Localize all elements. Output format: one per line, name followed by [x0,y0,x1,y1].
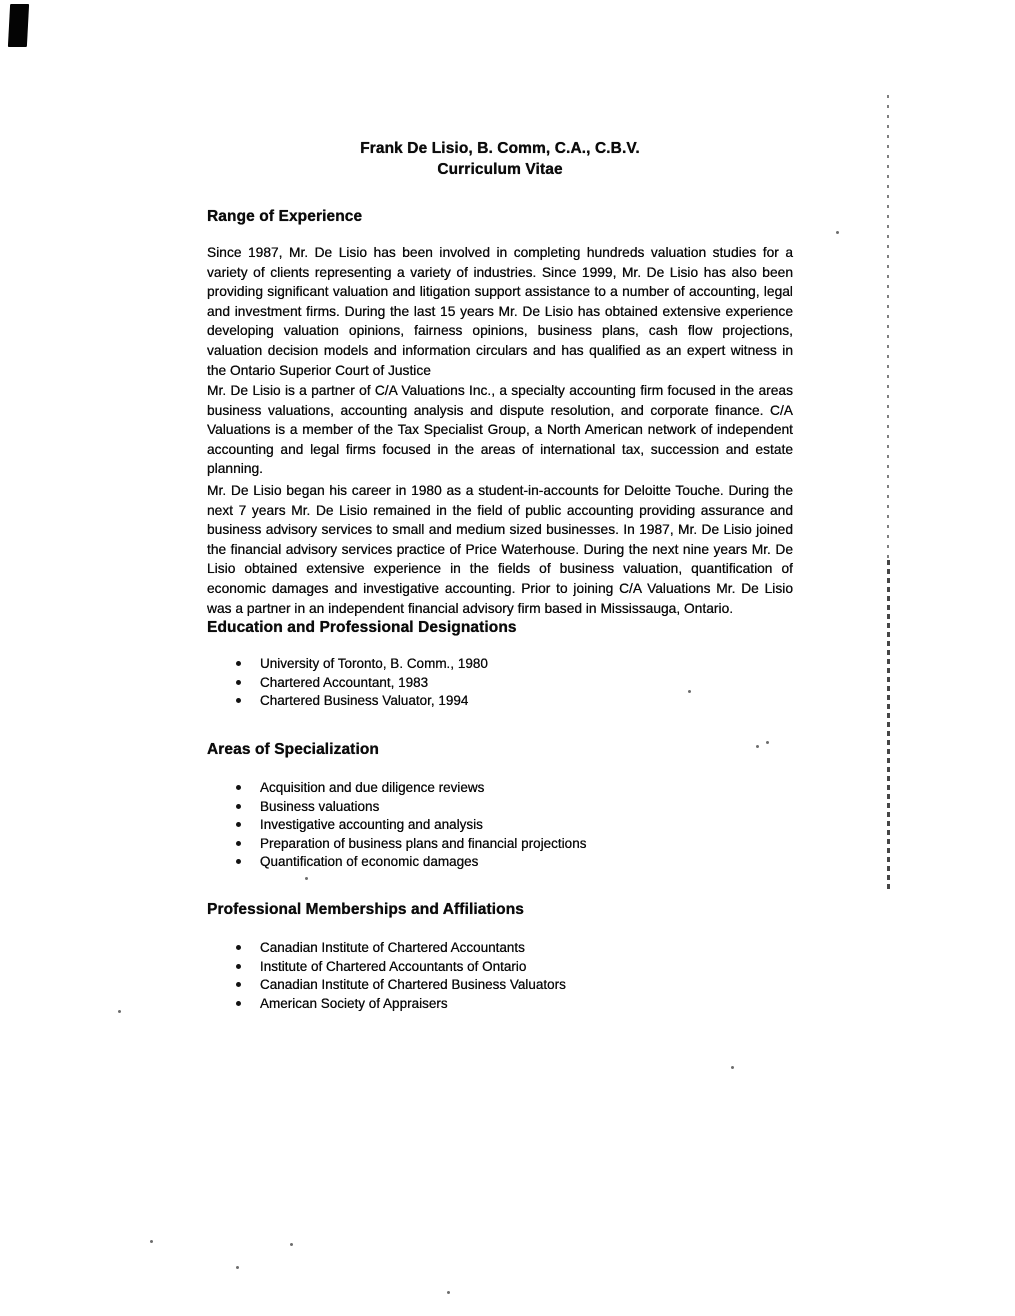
bullet-text: Canadian Institute of Chartered Business Valuators [260,977,566,993]
bullet-text: University of Toronto, B. Comm., 1980 [260,656,488,671]
bullet-item [207,835,793,854]
bullet-text: Preparation of business plans and financial projections [260,835,587,851]
paragraph-experience-1: Since 1987, Mr. De Lisio has been involved in completing hundreds valuation studies for a variety of clients representing a variety of industries. Since 1999, Mr. De Lisio has also been providing significant valuation and litigation support assistance to a number of accounting, legal and investment firms. During the last 15 years Mr. De Lisio has obtained extensive experience developing valuation opinions, fairness opinions, business plans, cash flow projections, valuation decision models and information circulars and has qualified as an expert witness in the Ontario Superior Court of Justice [207,245,793,378]
scan-corner-artifact [8,4,29,47]
bullet-item [207,674,793,693]
bullet-item [207,779,793,798]
bullet-text: Investigative accounting and analysis [260,817,483,833]
bullet-text: Canadian Institute of Chartered Accountants [260,940,525,955]
bullet-text: American Society of Appraisers [260,995,448,1011]
scan-speck [731,1066,734,1069]
bullet-icon [236,982,241,987]
bullet-item [207,798,793,817]
scan-speck [290,1243,293,1246]
section-heading-education: Education and Professional Designations [207,619,517,636]
bullet-item [207,655,793,674]
section-heading-specialization: Areas of Specialization [207,741,379,758]
bullet-icon [236,822,241,827]
education-bullet-list [207,655,793,711]
bullet-item [207,853,793,872]
bullet-item [207,958,793,977]
bullet-text: Business valuations [260,798,380,814]
specialization-bullet-list [207,779,793,872]
scan-edge-dashes-lower [887,560,890,890]
scan-speck [150,1240,153,1243]
bullet-item [207,816,793,835]
bullet-icon [236,859,241,864]
bullet-item [207,939,793,958]
bullet-item [207,692,793,711]
bullet-icon [236,841,241,846]
page-title: Frank De Lisio, B. Comm, C.A., C.B.V. [360,140,640,157]
bullet-icon [236,698,241,703]
bullet-text: Chartered Accountant, 1983 [260,674,429,690]
page-subtitle: Curriculum Vitae [437,161,563,178]
bullet-icon [236,1001,241,1006]
paragraph-experience-2: Mr. De Lisio is a partner of C/A Valuations Inc., a specialty accounting firm focused in the areas business valuations, accounting analysis and dispute resolution, and corporate finance. C/A Valuations is a member of the Tax Specialist Group, a North American network of independent accounting and legal firms focused in the areas of international tax, succession and estate planning. [207,383,793,477]
scan-speck [118,1010,121,1013]
bullet-text: Chartered Business Valuator, 1994 [260,693,469,709]
bullet-icon [236,945,241,950]
bullet-item [207,995,793,1014]
scan-speck [447,1291,450,1294]
scan-speck [305,877,308,880]
memberships-bullet-list [207,939,793,1013]
bullet-text: Acquisition and due diligence reviews [260,780,485,795]
scan-speck [836,231,839,234]
bullet-icon [236,680,241,685]
section-heading-memberships: Professional Memberships and Affiliations [207,901,525,918]
bullet-icon [236,804,241,809]
bullet-icon [236,964,241,969]
bullet-text: Institute of Chartered Accountants of Ontario [260,958,527,974]
bullet-item [207,976,793,995]
bullet-text: Quantification of economic damages [260,854,479,870]
bullet-icon [236,661,241,666]
scan-speck [236,1266,239,1269]
section-heading-range-of-experience: Range of Experience [207,208,363,225]
bullet-icon [236,785,241,790]
paragraph-experience-3: Mr. De Lisio began his career in 1980 as a student-in-accounts for Deloitte Touche. During the next 7 years Mr. De Lisio remained in the field of public accounting providing assurance and business advisory services to small and medium sized businesses. In 1987, Mr. De Lisio joined the financial advisory services practice of Price Waterhouse. During the next nine years Mr. De Lisio obtained extensive experience in the fields of business valuation, quantification of economic damages and investigative accounting. Prior to joining C/A Valuations Mr. De Lisio was a partner in an independent financial advisory firm based in Mississauga, Ontario. [207,483,793,616]
